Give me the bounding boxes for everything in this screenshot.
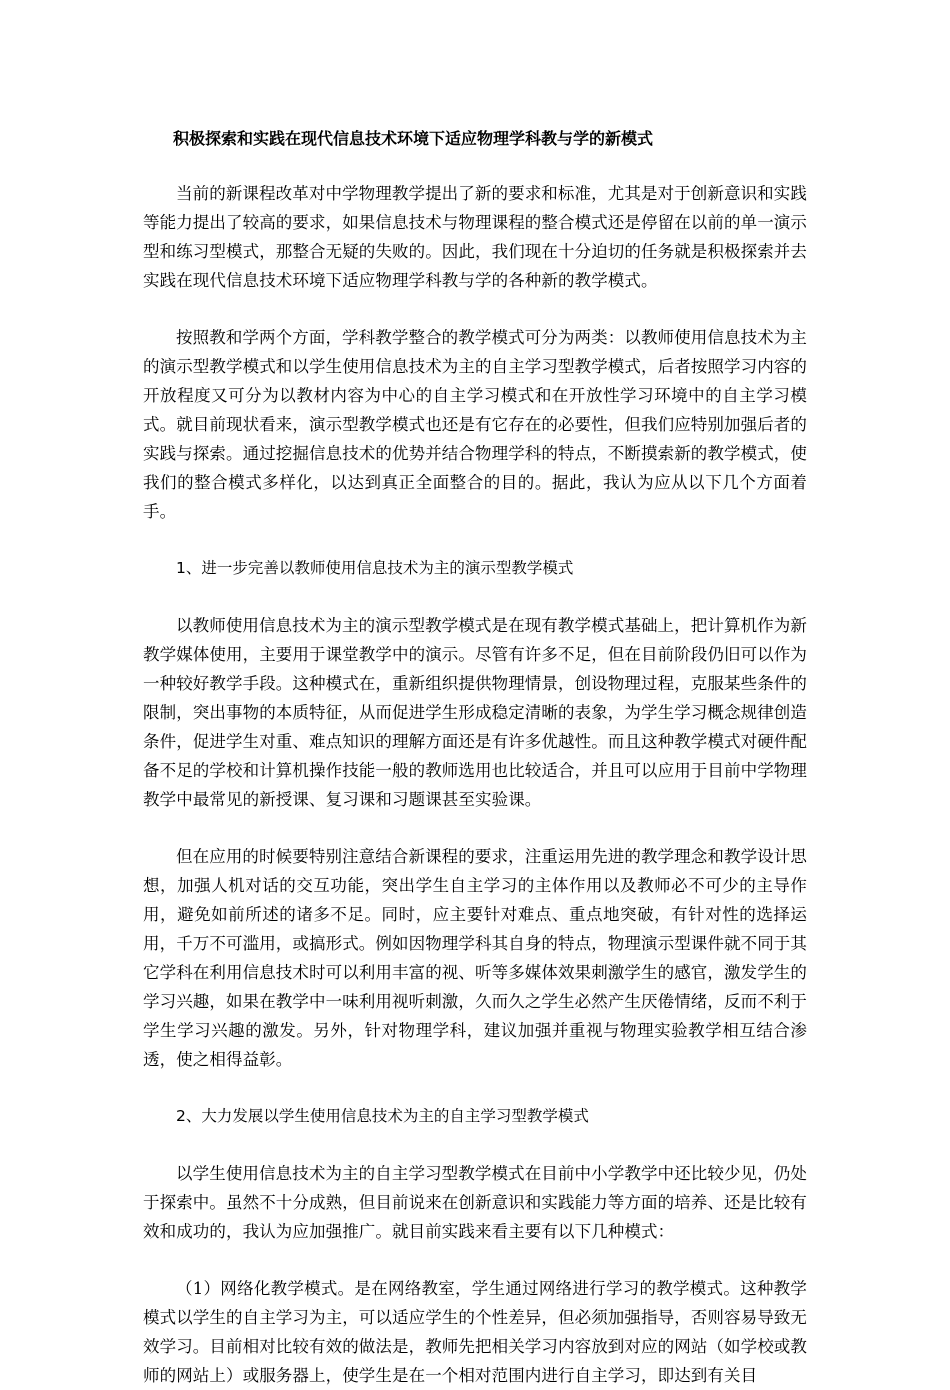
spacer — [143, 154, 807, 179]
spacer — [143, 295, 807, 323]
spacer — [143, 1131, 807, 1159]
spacer — [143, 814, 807, 842]
spacer — [143, 526, 807, 554]
document-page — [143, 124, 807, 1390]
spacer — [143, 583, 807, 611]
document-title: 积极探索和实践在现代信息技术环境下适应物理学科教与学的新模式 — [173, 129, 654, 148]
spacer — [143, 1074, 807, 1102]
paragraph-5: 以学生使用信息技术为主的自主学习型教学模式在目前中小学教学中还比较少见，仍处于探索中。虽然不十分成熟，但目前说来在创新意识和实践能力等方面的培养、还是比较有效和成功的，我认为应加强推广。就目前实践来看主要有以下几种模式： — [143, 1164, 807, 1241]
section-heading-1: 1、进一步完善以教师使用信息技术为主的演示型教学模式 — [176, 559, 574, 577]
paragraph-1: 当前的新课程改革对中学物理教学提出了新的要求和标准，尤其是对于创新意识和实践等能力提出了较高的要求，如果信息技术与物理课程的整合模式还是停留在以前的单一演示型和练习型模式，那整合无疑的失败的。因此，我们现在十分迫切的任务就是积极探索并去实践在现代信息技术环境下适应物理学科教与学的各种新的教学模式。 — [143, 184, 807, 290]
section-heading-2: 2、大力发展以学生使用信息技术为主的自主学习型教学模式 — [176, 1107, 589, 1125]
spacer — [143, 1246, 807, 1274]
paragraph-3: 以教师使用信息技术为主的演示型教学模式是在现有教学模式基础上，把计算机作为新教学媒体使用，主要用于课堂教学中的演示。尽管有许多不足，但在目前阶段仍旧可以作为一种较好教学手段。这种模式在，重新组织提供物理情景，创设物理过程，克服某些条件的限制，突出事物的本质特征，从而促进学生形成稳定清晰的表象，为学生学习概念规律创造条件，促进学生对重、难点知识的理解方面还是有许多优越性。而且这种教学模式对硬件配备不足的学校和计算机操作技能一般的教师选用也比较适合，并且可以应用于目前中学物理教学中最常见的新授课、复习课和习题课甚至实验课。 — [143, 616, 807, 809]
paragraph-4: 但在应用的时候要特别注意结合新课程的要求，注重运用先进的教学理念和教学设计思想，加强人机对话的交互功能，突出学生自主学习的主体作用以及教师必不可少的主导作用，避免如前所述的诸多不足。同时，应主要针对难点、重点地突破，有针对性的选择运用，千万不可滥用，或搞形式。例如因物理学科其自身的特点，物理演示型课件就不同于其它学科在利用信息技术时可以利用丰富的视、听等多媒体效果刺激学生的感官，激发学生的学习兴趣，如果在教学中一味利用视听刺激，久而久之学生必然产生厌倦情绪，反而不利于学生学习兴趣的激发。另外，针对物理学科，建议加强并重视与物理实验教学相互结合渗透，使之相得益彰。 — [143, 847, 807, 1069]
paragraph-6: （1）网络化教学模式。是在网络教室，学生通过网络进行学习的教学模式。这种教学模式以学生的自主学习为主，可以适应学生的个性差异，但必须加强指导，否则容易导致无效学习。目前相对比较有效的做法是，教师先把相关学习内容放到对应的网站（如学校或教师的网站上）或服务器上，使学生是在一个相对范围内进行自主学习，即达到有关目 — [143, 1279, 807, 1385]
paragraph-2: 按照教和学两个方面，学科教学整合的教学模式可分为两类：以教师使用信息技术为主的演示型教学模式和以学生使用信息技术为主的自主学习型教学模式，后者按照学习内容的开放程度又可分为以教材内容为中心的自主学习模式和在开放性学习环境中的自主学习模式。就目前现状看来，演示型教学模式也还是有它存在的必要性，但我们应特别加强后者的实践与探索。通过挖掘信息技术的优势并结合物理学科的特点，不断摸索新的教学模式，使我们的整合模式多样化，以达到真正全面整合的目的。据此，我认为应从以下几个方面着手。 — [143, 328, 807, 521]
